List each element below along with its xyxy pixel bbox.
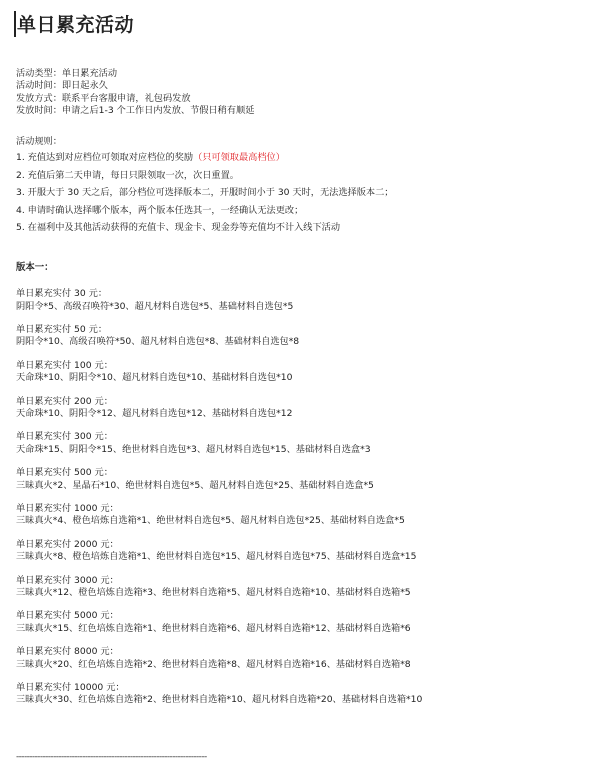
tier-rewards: 天命珠*10、阴阳令*12、超凡材料自选包*12、基础材料自选包*12 xyxy=(16,408,293,420)
info-time: 活动时间：即日起永久 xyxy=(16,80,108,92)
tier-item xyxy=(16,575,576,600)
tier-item xyxy=(16,610,576,635)
tier-rewards: 三昧真火*4、橙色培炼自选箱*1、绝世材料自选包*5、超凡材料自选包*25、基础材料自选盒*5 xyxy=(16,515,405,527)
tier-label: 单日累充实付 100 元： xyxy=(16,359,113,371)
rule-text: 2. 充值后第二天申请，每日只限领取一次，次日重置。 xyxy=(16,169,239,181)
tier-rewards: 三昧真火*30、红色培炼自选箱*2、绝世材料自选箱*10、超凡材料自选箱*20、基础材料自选箱*10 xyxy=(16,694,423,706)
rule-text: 5. 在福利中及其他活动获得的充值卡、现金卡、现金券等充值均不计入线下活动 xyxy=(16,222,341,234)
tier-rewards: 三昧真火*20、红色培炼自选箱*2、绝世材料自选箱*8、超凡材料自选箱*16、基础材料自选箱*8 xyxy=(16,658,411,670)
tier-item xyxy=(16,646,576,671)
divider-line: ------------------------------------------------------------------------ xyxy=(16,752,207,762)
info-type: 活动类型：单日累充活动 xyxy=(16,68,118,79)
tier-label: 单日累充实付 50 元： xyxy=(16,324,108,336)
rule-item xyxy=(16,152,576,170)
rule-text: 1. 充值达到对应档位可领取对应档位的奖励 xyxy=(16,151,194,163)
rule-item xyxy=(16,205,576,223)
tier-item xyxy=(16,431,576,456)
text-cursor xyxy=(14,11,16,37)
tier-item xyxy=(16,503,576,528)
tier-rewards: 天命珠*15、阴阳令*15、绝世材料自选包*3、超凡材料自选包*15、基础材料自选盒*3 xyxy=(16,443,371,455)
tier-label: 单日累充实付 1000 元： xyxy=(16,503,119,514)
tier-label: 单日累充实付 8000 元： xyxy=(16,646,119,658)
title-area xyxy=(14,10,134,37)
tier-item xyxy=(16,396,576,421)
tier-rewards: 三昧真火*12、橙色培炼自选箱*3、绝世材料自选箱*5、超凡材料自选箱*10、基础材料自选箱*5 xyxy=(16,586,411,598)
version-heading: 版本一： xyxy=(16,261,54,273)
info-method: 发放方式：联系平台客服申请，礼包码发放 xyxy=(16,92,191,104)
tier-label: 单日累充实付 2000 元： xyxy=(16,538,119,550)
tier-item xyxy=(16,324,576,349)
tier-rewards: 阴阳令*5、高级召唤符*30、超凡材料自选包*5、基础材料自选包*5 xyxy=(16,300,294,312)
rule-highlight: （只可领取最高档位） xyxy=(193,151,285,163)
info-block xyxy=(16,68,576,118)
tier-label: 单日累充实付 200 元： xyxy=(16,395,113,407)
tier-rewards: 三昧真火*15、红色培炼自选箱*1、绝世材料自选箱*6、超凡材料自选箱*12、基础材料自选箱*6 xyxy=(16,622,411,634)
tier-label: 单日累充实付 10000 元： xyxy=(16,681,125,693)
rule-text: 3. 开服大于 30 天之后，部分档位可选择版本二，开服时间小于 30 天时，无法选择版本二； xyxy=(16,187,394,199)
info-delivery-time: 发放时间：申请之后1-3 个工作日内发放、节假日稍有顺延 xyxy=(16,105,255,117)
rule-item xyxy=(16,222,576,240)
tier-label: 单日累充实付 300 元： xyxy=(16,431,113,443)
tier-rewards: 阴阳令*10、高级召唤符*50、超凡材料自选包*8、基础材料自选包*8 xyxy=(16,336,300,348)
tier-list xyxy=(16,288,576,706)
rules-heading: 活动规则： xyxy=(16,135,62,147)
document-body xyxy=(16,68,576,707)
tier-rewards: 天命珠*10、阴阳令*10、超凡材料自选包*10、基础材料自选包*10 xyxy=(16,372,293,384)
tier-item xyxy=(16,288,576,313)
rules-list xyxy=(16,152,576,240)
page-title: 单日累充活动 xyxy=(17,14,135,36)
tier-label: 单日累充实付 500 元： xyxy=(16,467,113,479)
tier-rewards: 三昧真火*8、橙色培炼自选箱*1、绝世材料自选包*15、超凡材料自选包*75、基础材料自选盒*15 xyxy=(16,551,417,563)
tier-label: 单日累充实付 5000 元： xyxy=(16,610,119,622)
tier-rewards: 三昧真火*2、星晶石*10、绝世材料自选包*5、超凡材料自选包*25、基础材料自选盒*5 xyxy=(16,479,374,491)
rule-item xyxy=(16,170,576,188)
tier-item xyxy=(16,360,576,385)
tier-item xyxy=(16,539,576,564)
rule-text: 4. 申请时确认选择哪个版本，两个版本任选其一，一经确认无法更改； xyxy=(16,204,304,216)
tier-item xyxy=(16,682,576,707)
tier-label: 单日累充实付 3000 元： xyxy=(16,574,119,586)
rule-item xyxy=(16,187,576,205)
tier-label: 单日累充实付 30 元： xyxy=(16,288,108,300)
tier-item xyxy=(16,467,576,492)
